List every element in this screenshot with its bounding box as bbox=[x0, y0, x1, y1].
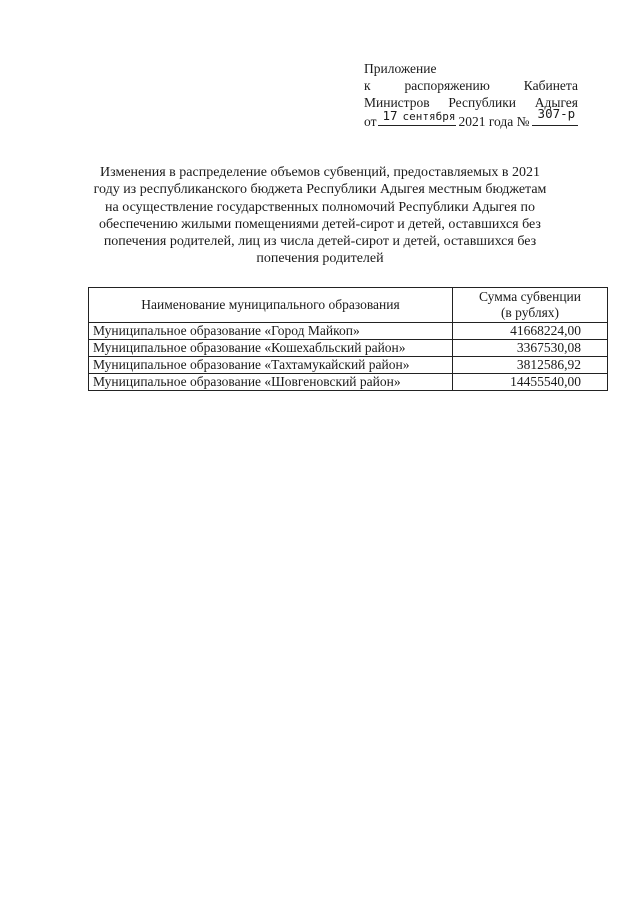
table-row bbox=[89, 340, 608, 357]
header-name: Наименование муниципального образования bbox=[89, 288, 453, 323]
appendix-word: Кабинета bbox=[523, 78, 578, 93]
municipality-name: Муниципальное образование «Кошехабльский район» bbox=[89, 340, 453, 357]
date-suffix: 2021 года № bbox=[458, 114, 530, 129]
table-header-row bbox=[89, 288, 608, 323]
document-number: 307-р bbox=[537, 106, 576, 121]
appendix-date-line bbox=[364, 106, 578, 130]
subsidies-table bbox=[88, 287, 608, 391]
municipality-name: Муниципальное образование «Тахтамукайский район» bbox=[89, 357, 453, 374]
header-sum-line-1: Сумма субвенции bbox=[478, 289, 582, 304]
date-prefix: от bbox=[364, 114, 377, 129]
appendix-word: Министров bbox=[364, 95, 430, 110]
table-row bbox=[89, 374, 608, 391]
header-sum bbox=[453, 288, 608, 323]
date-field bbox=[378, 108, 456, 126]
appendix-word: к bbox=[364, 78, 371, 93]
subsidy-amount: 41668224,00 bbox=[453, 323, 608, 340]
appendix-word: Адыгея bbox=[534, 95, 578, 110]
appendix-block bbox=[364, 60, 578, 130]
appendix-heading: Приложение bbox=[364, 61, 437, 76]
appendix-line-2 bbox=[364, 77, 578, 94]
subsidy-amount: 3367530,08 bbox=[453, 340, 608, 357]
subsidy-amount: 14455540,00 bbox=[453, 374, 608, 391]
table-row bbox=[89, 357, 608, 374]
appendix-word: Республики bbox=[448, 95, 517, 110]
date-month: сентября bbox=[402, 110, 456, 123]
subsidy-amount: 3812586,92 bbox=[453, 357, 608, 374]
municipality-name: Муниципальное образование «Шовгеновский район» bbox=[89, 374, 453, 391]
number-field bbox=[532, 106, 578, 126]
date-day: 17 bbox=[382, 108, 398, 123]
table-row bbox=[89, 323, 608, 340]
appendix-word: распоряжению bbox=[404, 78, 490, 93]
municipality-name: Муниципальное образование «Город Майкоп» bbox=[89, 323, 453, 340]
document-title: Изменения в распределение объемов субвенций, предоставляемых в 2021 году из республиканского бюджета Республики Адыгея местным бюджетам на осуществление государственных полномочий Республики Адыгея по обеспечению жилыми помещениями детей-сирот и детей, оставшихся без попечения родителей, лиц из числа детей-сирот и детей, оставшихся без попечения родителей bbox=[93, 165, 547, 267]
header-sum-line-2: (в рублях) bbox=[500, 305, 560, 320]
